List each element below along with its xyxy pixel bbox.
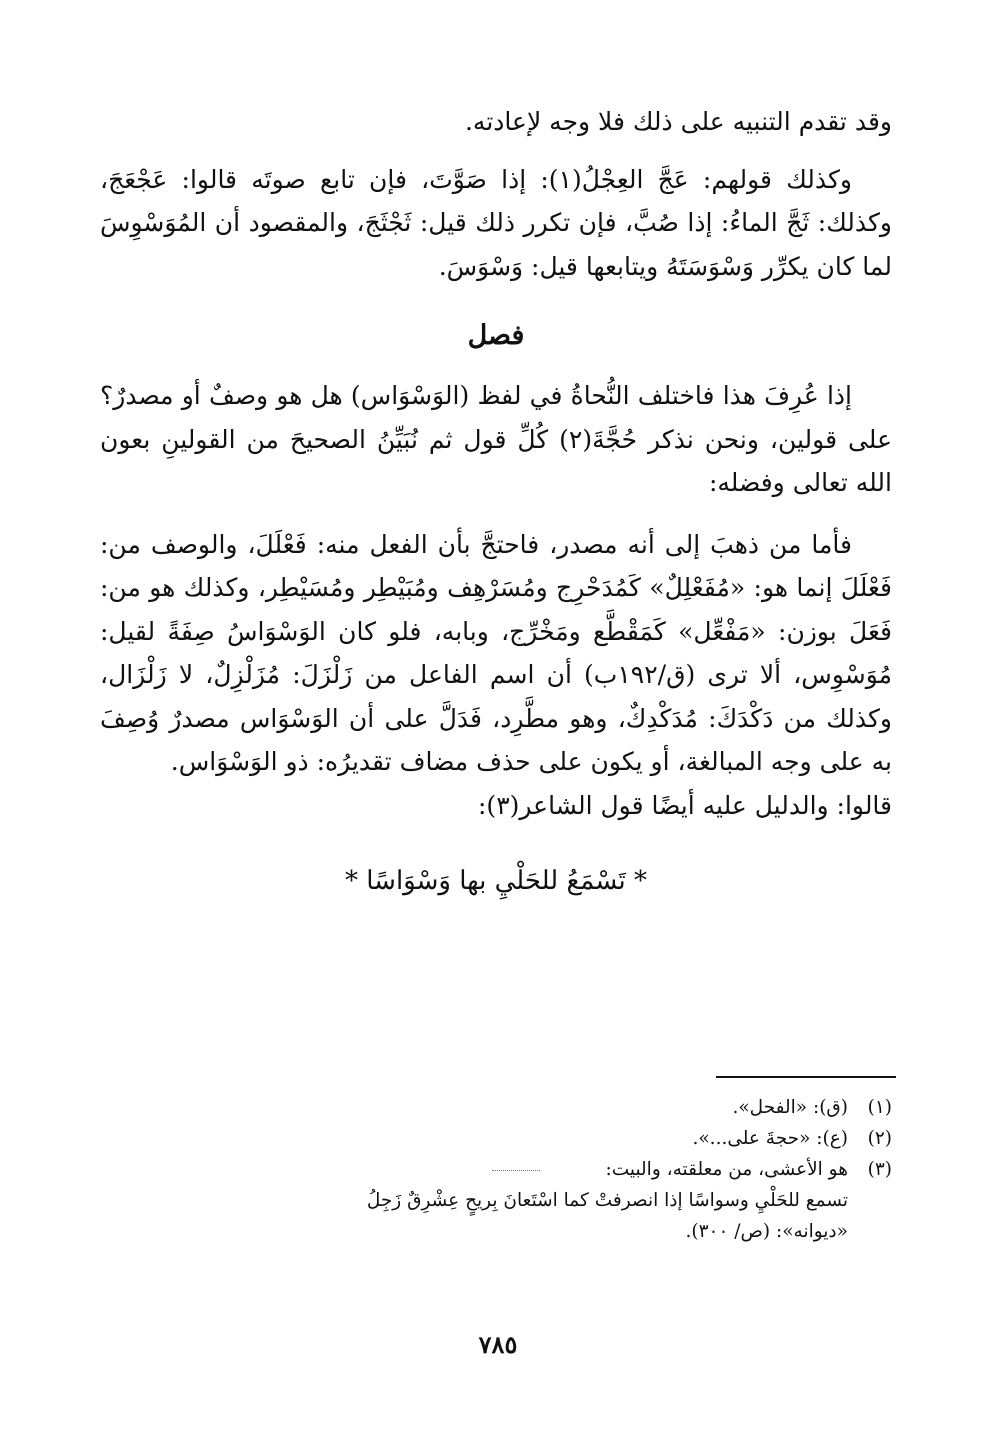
body-paragraph-3-end: قالوا: والدليل عليه أيضًا قول الشاعر(٣): [478,790,892,820]
footnotes [100,1092,892,1247]
footnote-number: (١) [867,1097,892,1118]
footnote-number: (٢) [867,1128,892,1149]
footnote-3-source: «ديوانه»: (ص/ ٣٠٠). [685,1221,848,1242]
footnote-2 [100,1123,892,1154]
footnote-number: (٣) [867,1159,892,1180]
body-paragraph-1: وكذلك قولهم: عَجَّ العِجْلُ(١): إذا صَوَّتَ، فإن تابع صوتَه قالوا: عَجْعَجَ، وكذلك: ثَجَّ الماءُ: إذا صُبَّ، فإن تكرر ذلك قيل: ثَجْثَجَ، والمقصود أن المُوَسْوِسَ لما كان يكرِّر وَسْوَسَتَهُ ويتابعها قيل: وَسْوَسَ. [100,164,892,281]
poetry-verse: * تَسْمَعُ للحَلْيِ بها وَسْوَاسًا * [344,866,648,896]
footnote-text: (ق): «الفحل». [732,1097,848,1118]
body-paragraph-3: فأما من ذهبَ إلى أنه مصدر، فاحتجَّ بأن الفعل منه: فَعْلَلَ، والوصف من: فَعْلَلَ إنما هو: «مُفَعْلِلٌ» كَمُدَحْرِج ومُسَرْهِف ومُبَيْطِر ومُسَيْطِر، وكذلك هو من: فَعَلَ بوزن: «مَفْعِّل» كَمَقْطَّع ومَخْرِّج، وبابه، فلو كان الوَسْوَاسُ صِفَةً لقيل: مُوَسْوِس، ألا ترى (ق/١٩٢ب) أن اسم الفاعل من زَلْزَلَ: مُزَلْزِلٌ، لا زَلْزَال، وكذلك من دَكْدَكَ: مُدَكْدِكٌ، وهو مطَّرِد، فَدَلَّ على أن الوَسْوَاس مصدرٌ وُصِفَ به على وجه المبالغة، أو يكون على حذف مضاف تقديرُه: ذو الوَسْوَاس. [100,529,892,776]
footnote-3-verse: تسمع للحَلْيِ وسواسًا إذا انصرفتْ كما اسْتَعانَ بِريحٍ عِشْرِقٌ زَجِلُ [366,1190,848,1211]
footnote-separator [716,1076,896,1078]
dotted-mark [492,1170,540,1171]
body-line-continuation: وقد تقدم التنبيه على ذلك فلا وجه لإعادته. [464,107,892,136]
section-heading: فصل [467,320,525,351]
body-paragraph-2: إذا عُرِفَ هذا فاختلف النُّحاةُ في لفظ (الوَسْوَاس) هل هو وصفٌ أو مصدرٌ؟ على قولين، ونحن نذكر حُجَّةَ(٢) كُلِّ قول ثم نُبَيِّنُ الصحيحَ من القولينِ بعون الله تعالى وفضله: [100,381,893,497]
page-number: ٧٨٥ [478,1330,518,1359]
footnote-text: هو الأعشى، من معلقته، والبيت: [605,1159,848,1180]
footnote-3 [100,1154,892,1185]
footnote-text: (ع): «حجةَ على...». [692,1128,848,1149]
footnote-1 [100,1092,892,1123]
